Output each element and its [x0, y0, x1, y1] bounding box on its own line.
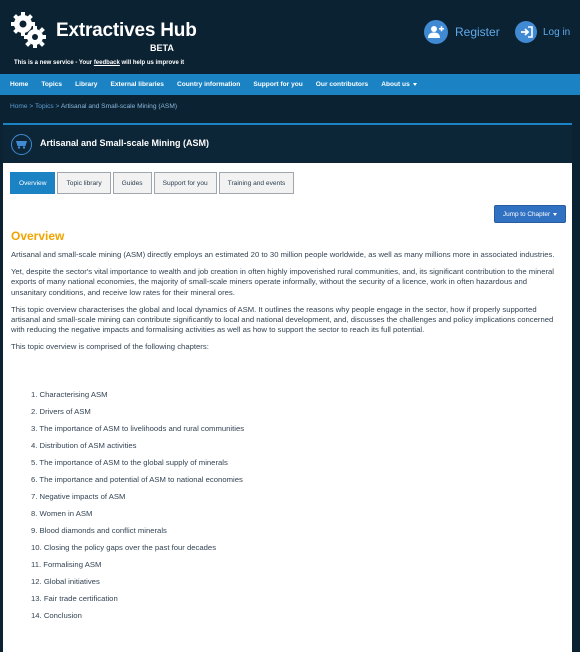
nav-item-our-contributors[interactable]: Our contributors	[315, 81, 369, 88]
chapter-item: 11. Formalising ASM	[31, 560, 102, 569]
breadcrumb-home[interactable]: Home	[10, 103, 28, 110]
breadcrumb-current: Artisanal and Small-scale Mining (ASM)	[60, 103, 178, 110]
site-brand-title[interactable]: Extractives Hub	[56, 20, 197, 41]
paragraph: Yet, despite the sector's vital importance to wealth and job creation in often highly impoverished rural communities, and, its significant contribution to the mineral exports of many national economies, the majority of small-scale miners operate informally, without the security of a licence, work in often hazardous and unsanitary conditions, and receive low rates for their mineral ores.	[11, 267, 555, 297]
nav-item-library[interactable]: Library	[75, 81, 98, 88]
chapter-item: 3. The importance of ASM to livelihoods and rural communities	[31, 424, 245, 433]
chevron-down-icon	[553, 213, 557, 216]
chevron-down-icon	[413, 83, 417, 86]
notice-text-before: This is a new service - Your	[14, 60, 94, 66]
login-link[interactable]	[515, 21, 570, 43]
login-arrow-icon	[515, 21, 537, 43]
mining-cart-icon	[11, 134, 32, 155]
notice-text-after: will help us improve it	[119, 60, 185, 66]
chapter-item: 10. Closing the policy gaps over the past four decades	[31, 543, 217, 552]
chapter-item: 13. Fair trade certification	[31, 594, 118, 603]
section-heading: Overview	[11, 229, 65, 243]
chapter-item: 9. Blood diamonds and conflict minerals	[31, 526, 167, 535]
chapter-item: 6. The importance and potential of ASM to national economies	[31, 475, 243, 484]
feedback-link[interactable]: feedback	[93, 60, 120, 66]
nav-item-external-libraries[interactable]: External libraries	[110, 81, 164, 88]
chapter-item: 7. Negative impacts of ASM	[31, 492, 126, 501]
add-user-icon	[424, 20, 448, 44]
gear-cluster-logo[interactable]	[8, 10, 48, 50]
paragraph: This topic overview characterises the global and local dynamics of ASM. It outlines the reasons why people engage in the sector, how if properly supported artisanal and small-scale mining can contribute significantly to local and national development, and, discusses the challenges and policy implications concerned with reducing the negative impacts and formalising activities as well as how to support the sector to reach its full potential.	[11, 304, 554, 335]
nav-item-country-information[interactable]: Country information	[176, 81, 241, 88]
chapter-item: 14. Conclusion	[31, 611, 82, 620]
register-link[interactable]	[424, 20, 500, 44]
chapter-item: 1. Characterising ASM	[31, 390, 108, 399]
main-nav	[0, 74, 580, 95]
jump-to-chapter-button[interactable]	[494, 205, 566, 223]
paragraph: This topic overview is comprised of the following chapters:	[11, 342, 209, 352]
chapter-item: 2. Drivers of ASM	[31, 407, 91, 416]
tab-support-for-you[interactable]: Support for you	[154, 172, 217, 194]
chapter-item: 5. The importance of ASM to the global supply of minerals	[31, 458, 228, 467]
jump-to-chapter-label: Jump to Chapter	[502, 210, 551, 218]
chapter-item: 4. Distribution of ASM activities	[31, 441, 137, 450]
breadcrumb-topics[interactable]: Topics	[35, 103, 54, 110]
register-label: Register	[455, 25, 500, 39]
nav-about-label: About us	[381, 81, 410, 88]
overview-text	[11, 250, 563, 360]
topic-tabs	[10, 172, 296, 194]
nav-item-topics[interactable]: Topics	[41, 81, 63, 88]
chapter-item: 12. Global initiatives	[31, 577, 100, 586]
site-header	[0, 0, 580, 74]
nav-item-home[interactable]: Home	[10, 81, 29, 88]
login-label: Log in	[543, 26, 571, 38]
tab-guides[interactable]: Guides	[113, 172, 152, 194]
tab-training-and-events[interactable]: Training and events	[219, 172, 295, 194]
feedback-notice	[14, 60, 184, 66]
paragraph: Artisanal and small-scale mining (ASM) directly employs an estimated 20 to 30 million people worldwide, as well as many millions more in associated industries.	[11, 250, 555, 259]
breadcrumb	[10, 103, 177, 110]
page-title: Artisanal and Small-scale Mining (ASM)	[40, 138, 210, 148]
tab-overview[interactable]: Overview	[10, 172, 55, 194]
nav-item-support-for-you[interactable]: Support for you	[253, 81, 303, 88]
breadcrumb-separator: >	[53, 103, 61, 110]
tab-topic-library[interactable]: Topic library	[57, 172, 110, 194]
beta-label: BETA	[150, 43, 174, 53]
breadcrumb-separator: >	[27, 103, 35, 110]
content-panel	[3, 163, 572, 652]
chapter-list	[31, 390, 244, 628]
nav-item-about-us[interactable]	[381, 81, 417, 88]
topic-title-bar	[3, 123, 572, 163]
chapter-item: 8. Women in ASM	[31, 509, 93, 518]
